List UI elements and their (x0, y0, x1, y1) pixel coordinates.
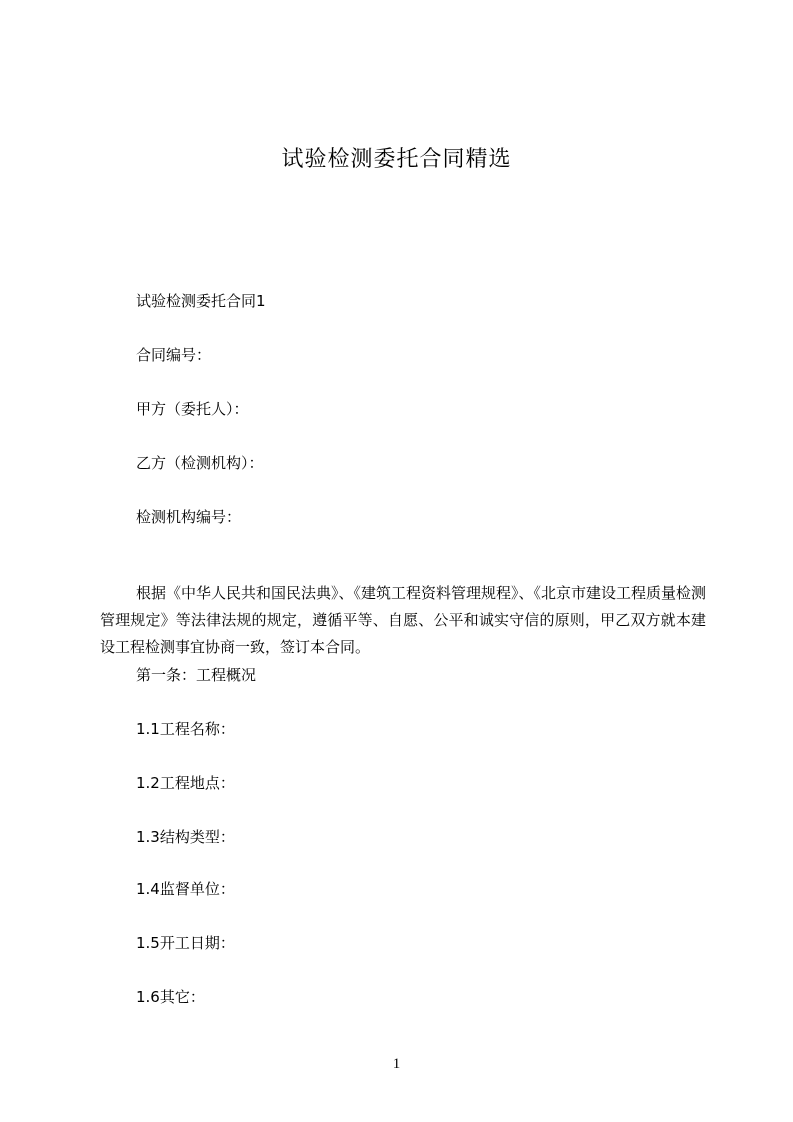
page-number: 1 (392, 1056, 401, 1072)
item-structure-type: 1.3结构类型： (136, 828, 235, 846)
party-a-label: 甲方（委托人）： (136, 400, 249, 418)
item-supervision-unit: 1.4监督单位： (136, 880, 235, 898)
intro-paragraph: 根据《中华人民共和国民法典》、《建筑工程资料管理规程》、《北京市建设工程质量检测管理规定》等法律法规的规定，遵循平等、自愿、公平和诚实守信的原则，甲乙双方就本建设工程检测事宜协商一致，签订本合同。 (100, 584, 707, 656)
item-project-location: 1.2工程地点： (136, 774, 235, 792)
document-title: 试验检测委托合同精选 (281, 147, 512, 172)
item-other: 1.6其它： (136, 988, 205, 1006)
party-b-label: 乙方（检测机构）： (136, 454, 264, 472)
agency-number-label: 检测机构编号： (136, 508, 242, 526)
item-project-name: 1.1工程名称： (136, 720, 235, 738)
item-start-date: 1.5开工日期： (136, 934, 235, 952)
contract-number-label: 合同编号： (136, 346, 212, 364)
article-1-heading: 第一条：工程概况 (136, 666, 257, 684)
contract-subtitle: 试验检测委托合同1 (136, 292, 266, 310)
